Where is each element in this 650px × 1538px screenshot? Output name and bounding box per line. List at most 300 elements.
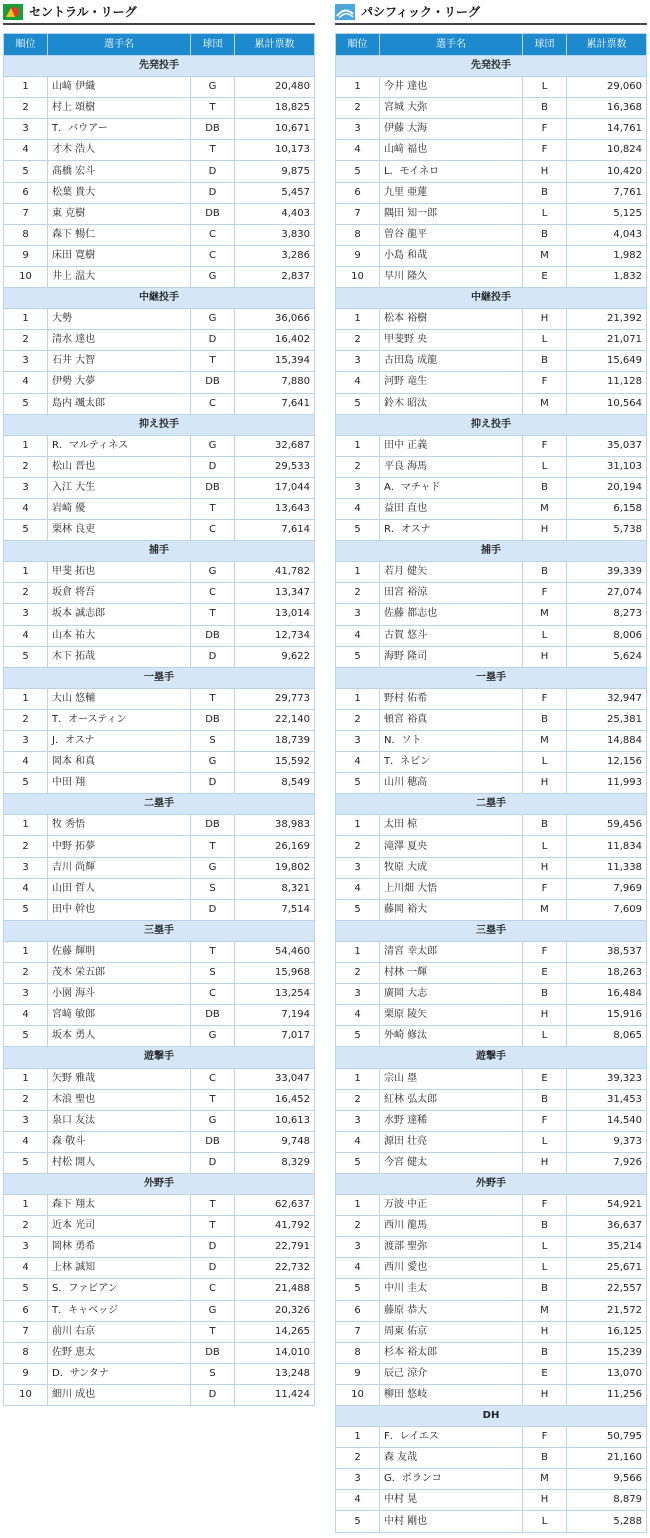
position-label: 先発投手 <box>4 56 315 77</box>
rank-cell: 3 <box>336 731 380 752</box>
table-row <box>336 878 647 899</box>
votes-cell: 19,802 <box>235 857 315 878</box>
rank-cell: 3 <box>336 604 380 625</box>
player-name-cell: F．レイエス <box>380 1427 523 1448</box>
votes-cell: 7,609 <box>567 899 647 920</box>
votes-cell: 9,373 <box>567 1131 647 1152</box>
table-row <box>4 646 315 667</box>
rank-cell: 4 <box>336 878 380 899</box>
player-name-cell: 泉口 友汰 <box>48 1110 191 1131</box>
rank-cell: 8 <box>4 1342 48 1363</box>
player-name-cell: 周東 佑京 <box>380 1321 523 1342</box>
rank-cell: 1 <box>4 435 48 456</box>
player-name-cell: 牧原 大成 <box>380 857 523 878</box>
team-cell: B <box>523 1089 567 1110</box>
rank-cell: 5 <box>336 773 380 794</box>
votes-cell: 26,169 <box>235 836 315 857</box>
table-row <box>4 941 315 962</box>
col-votes: 累計票数 <box>567 34 647 56</box>
table-row <box>336 1363 647 1384</box>
votes-cell: 11,993 <box>567 773 647 794</box>
position-label: 抑え投手 <box>4 414 315 435</box>
table-row <box>4 98 315 119</box>
player-name-cell: G．ポランコ <box>380 1469 523 1490</box>
team-cell: L <box>523 1258 567 1279</box>
table-row <box>4 625 315 646</box>
table-row <box>336 309 647 330</box>
table-row <box>4 224 315 245</box>
rank-cell: 3 <box>4 604 48 625</box>
votes-cell: 10,420 <box>567 161 647 182</box>
player-name-cell: 河野 竜生 <box>380 372 523 393</box>
position-label: 抑え投手 <box>336 414 647 435</box>
rank-cell: 2 <box>336 1448 380 1469</box>
rank-cell: 2 <box>336 963 380 984</box>
player-name-cell: 甲斐野 央 <box>380 330 523 351</box>
votes-cell: 25,381 <box>567 709 647 730</box>
player-name-cell: T．キャベッジ <box>48 1300 191 1321</box>
team-cell: B <box>523 562 567 583</box>
team-cell: D <box>191 899 235 920</box>
votes-cell: 17,044 <box>235 477 315 498</box>
position-header-row <box>4 920 315 941</box>
votes-cell: 15,649 <box>567 351 647 372</box>
votes-cell: 1,832 <box>567 266 647 287</box>
team-cell: DB <box>191 372 235 393</box>
col-team: 球団 <box>523 34 567 56</box>
rank-cell: 7 <box>336 203 380 224</box>
votes-cell: 3,830 <box>235 224 315 245</box>
position-label: 先発投手 <box>336 56 647 77</box>
votes-cell: 14,265 <box>235 1321 315 1342</box>
rank-cell: 4 <box>4 498 48 519</box>
rank-cell: 8 <box>336 224 380 245</box>
player-name-cell: 栗林 良吏 <box>48 520 191 541</box>
votes-cell: 32,687 <box>235 435 315 456</box>
team-cell: T <box>191 1089 235 1110</box>
rank-cell: 1 <box>4 1068 48 1089</box>
rank-cell: 2 <box>336 1089 380 1110</box>
votes-cell: 29,060 <box>567 77 647 98</box>
player-name-cell: J．オスナ <box>48 731 191 752</box>
votes-cell: 33,047 <box>235 1068 315 1089</box>
table-row <box>336 245 647 266</box>
votes-cell: 11,338 <box>567 857 647 878</box>
team-cell: H <box>523 773 567 794</box>
team-cell: D <box>191 1258 235 1279</box>
rank-cell: 9 <box>336 1363 380 1384</box>
votes-cell: 22,791 <box>235 1237 315 1258</box>
player-name-cell: N．ソト <box>380 731 523 752</box>
table-row <box>336 899 647 920</box>
votes-cell: 10,824 <box>567 140 647 161</box>
team-cell: L <box>523 1026 567 1047</box>
player-name-cell: 坂本 誠志郎 <box>48 604 191 625</box>
player-name-cell: 牧 秀悟 <box>48 815 191 836</box>
table-row <box>336 435 647 456</box>
team-cell: M <box>523 245 567 266</box>
team-cell: D <box>191 182 235 203</box>
player-name-cell: 平良 海馬 <box>380 456 523 477</box>
table-row <box>336 562 647 583</box>
team-cell: T <box>191 836 235 857</box>
table-row <box>4 878 315 899</box>
team-cell: G <box>191 857 235 878</box>
table-row <box>336 1490 647 1511</box>
team-cell: DB <box>191 709 235 730</box>
table-row <box>4 1279 315 1300</box>
rank-cell: 2 <box>336 1216 380 1237</box>
votes-cell: 22,732 <box>235 1258 315 1279</box>
votes-cell: 4,043 <box>567 224 647 245</box>
position-header-row <box>4 56 315 77</box>
position-label: 三塁手 <box>336 920 647 941</box>
votes-cell: 12,156 <box>567 752 647 773</box>
team-cell: T <box>191 351 235 372</box>
pacific-league-logo-icon <box>335 4 355 20</box>
rank-cell: 2 <box>4 709 48 730</box>
position-label: 捕手 <box>336 541 647 562</box>
rank-cell: 5 <box>336 1511 380 1532</box>
table-row <box>4 1300 315 1321</box>
central-league-logo-icon <box>3 4 23 20</box>
team-cell: G <box>191 309 235 330</box>
table-row <box>4 372 315 393</box>
votes-cell: 31,453 <box>567 1089 647 1110</box>
table-row <box>336 1469 647 1490</box>
team-cell: F <box>523 140 567 161</box>
rank-cell: 5 <box>336 161 380 182</box>
rank-cell: 1 <box>336 941 380 962</box>
player-name-cell: 清水 達也 <box>48 330 191 351</box>
table-row <box>4 140 315 161</box>
votes-cell: 20,480 <box>235 77 315 98</box>
table-row <box>336 140 647 161</box>
team-cell: DB <box>191 1131 235 1152</box>
votes-cell: 5,125 <box>567 203 647 224</box>
table-row <box>336 1152 647 1173</box>
rank-cell: 4 <box>336 1258 380 1279</box>
player-name-cell: 外崎 修汰 <box>380 1026 523 1047</box>
player-name-cell: 松本 裕樹 <box>380 309 523 330</box>
table-row <box>336 583 647 604</box>
player-name-cell: 田中 幹也 <box>48 899 191 920</box>
rank-cell: 6 <box>336 1300 380 1321</box>
player-name-cell: 柳田 悠岐 <box>380 1384 523 1405</box>
votes-cell: 21,071 <box>567 330 647 351</box>
rank-cell: 4 <box>4 752 48 773</box>
player-name-cell: 宮﨑 敏郎 <box>48 1005 191 1026</box>
votes-cell: 20,326 <box>235 1300 315 1321</box>
team-cell: S <box>191 963 235 984</box>
team-cell: DB <box>191 119 235 140</box>
position-label: 三塁手 <box>4 920 315 941</box>
rank-cell: 5 <box>4 1026 48 1047</box>
votes-cell: 10,671 <box>235 119 315 140</box>
position-label: 遊撃手 <box>4 1047 315 1068</box>
player-name-cell: 山川 穂高 <box>380 773 523 794</box>
table-row <box>4 119 315 140</box>
table-row <box>336 372 647 393</box>
league-title: セントラル・リーグ <box>29 5 137 19</box>
player-name-cell: 早川 隆久 <box>380 266 523 287</box>
player-name-cell: 山﨑 伊織 <box>48 77 191 98</box>
team-cell: D <box>191 456 235 477</box>
table-row <box>4 77 315 98</box>
rank-cell: 1 <box>336 1195 380 1216</box>
table-row <box>336 646 647 667</box>
rank-cell: 4 <box>336 1490 380 1511</box>
table-row <box>336 119 647 140</box>
team-cell: E <box>523 266 567 287</box>
col-player: 選手名 <box>380 34 523 56</box>
votes-cell: 5,738 <box>567 520 647 541</box>
col-rank: 順位 <box>336 34 380 56</box>
pacific-votes-table <box>335 33 647 1533</box>
player-name-cell: 佐藤 都志也 <box>380 604 523 625</box>
position-header-row <box>4 667 315 688</box>
team-cell: F <box>523 878 567 899</box>
votes-cell: 13,643 <box>235 498 315 519</box>
position-label: 二塁手 <box>336 794 647 815</box>
player-name-cell: 古田島 成龍 <box>380 351 523 372</box>
team-cell: D <box>191 1152 235 1173</box>
rank-cell: 5 <box>336 1152 380 1173</box>
votes-cell: 11,128 <box>567 372 647 393</box>
votes-cell: 15,968 <box>235 963 315 984</box>
votes-cell: 35,037 <box>567 435 647 456</box>
votes-cell: 3,286 <box>235 245 315 266</box>
votes-cell: 10,173 <box>235 140 315 161</box>
col-votes: 累計票数 <box>235 34 315 56</box>
table-row <box>336 688 647 709</box>
player-name-cell: 古賀 悠斗 <box>380 625 523 646</box>
table-row <box>336 1279 647 1300</box>
votes-cell: 16,402 <box>235 330 315 351</box>
player-name-cell: 太田 椋 <box>380 815 523 836</box>
player-name-cell: 伊勢 大夢 <box>48 372 191 393</box>
table-body <box>4 56 315 1406</box>
votes-cell: 39,323 <box>567 1068 647 1089</box>
player-name-cell: 水野 達稀 <box>380 1110 523 1131</box>
votes-cell: 14,884 <box>567 731 647 752</box>
rank-cell: 9 <box>4 245 48 266</box>
table-row <box>336 224 647 245</box>
table-row <box>336 1300 647 1321</box>
position-header-row <box>336 920 647 941</box>
rank-cell: 2 <box>4 330 48 351</box>
table-row <box>336 77 647 98</box>
rank-cell: 6 <box>4 182 48 203</box>
rank-cell: 3 <box>4 731 48 752</box>
rank-cell: 1 <box>336 688 380 709</box>
table-row <box>4 393 315 414</box>
table-row <box>4 1321 315 1342</box>
player-name-cell: 佐藤 輝明 <box>48 941 191 962</box>
votes-cell: 8,006 <box>567 625 647 646</box>
team-cell: L <box>523 1131 567 1152</box>
votes-cell: 41,792 <box>235 1216 315 1237</box>
votes-cell: 2,837 <box>235 266 315 287</box>
table-row <box>4 1258 315 1279</box>
rank-cell: 3 <box>336 1237 380 1258</box>
table-row <box>4 1131 315 1152</box>
team-cell: D <box>191 330 235 351</box>
player-name-cell: 山﨑 福也 <box>380 140 523 161</box>
table-row <box>336 498 647 519</box>
team-cell: C <box>191 583 235 604</box>
table-row <box>336 857 647 878</box>
team-cell: C <box>191 1279 235 1300</box>
table-row <box>336 1237 647 1258</box>
team-cell: H <box>523 857 567 878</box>
player-name-cell: R．マルティネス <box>48 435 191 456</box>
votes-cell: 8,273 <box>567 604 647 625</box>
player-name-cell: 辰己 涼介 <box>380 1363 523 1384</box>
position-header-row <box>336 667 647 688</box>
rank-cell: 5 <box>4 1152 48 1173</box>
rank-cell: 3 <box>336 857 380 878</box>
table-row <box>336 1258 647 1279</box>
position-header-row <box>336 1047 647 1068</box>
table-row <box>336 1448 647 1469</box>
team-cell: G <box>191 1026 235 1047</box>
votes-cell: 32,947 <box>567 688 647 709</box>
team-cell: DB <box>191 203 235 224</box>
table-row <box>4 984 315 1005</box>
position-header-row <box>336 56 647 77</box>
player-name-cell: 藤岡 裕大 <box>380 899 523 920</box>
player-name-cell: 森 友哉 <box>380 1448 523 1469</box>
player-name-cell: 海野 隆司 <box>380 646 523 667</box>
rank-cell: 2 <box>4 836 48 857</box>
team-cell: B <box>523 182 567 203</box>
player-name-cell: 床田 寛樹 <box>48 245 191 266</box>
player-name-cell: 滝澤 夏央 <box>380 836 523 857</box>
team-cell: F <box>523 372 567 393</box>
table-row <box>336 1321 647 1342</box>
team-cell: F <box>523 1110 567 1131</box>
votes-cell: 14,540 <box>567 1110 647 1131</box>
rank-cell: 2 <box>336 836 380 857</box>
votes-cell: 11,256 <box>567 1384 647 1405</box>
table-row <box>4 604 315 625</box>
table-row <box>336 1216 647 1237</box>
player-name-cell: 石井 大智 <box>48 351 191 372</box>
table-row <box>336 752 647 773</box>
votes-cell: 15,394 <box>235 351 315 372</box>
table-row <box>336 984 647 1005</box>
position-header-row <box>4 1173 315 1194</box>
team-cell: D <box>191 773 235 794</box>
rank-cell: 1 <box>336 1068 380 1089</box>
votes-cell: 36,066 <box>235 309 315 330</box>
table-row <box>336 477 647 498</box>
rank-cell: 3 <box>336 119 380 140</box>
team-cell: T <box>191 498 235 519</box>
votes-cell: 16,484 <box>567 984 647 1005</box>
team-cell: G <box>191 435 235 456</box>
votes-cell: 36,637 <box>567 1216 647 1237</box>
rank-cell: 4 <box>4 140 48 161</box>
position-header-row <box>4 541 315 562</box>
table-row <box>336 1026 647 1047</box>
table-row <box>4 562 315 583</box>
central-votes-table <box>3 33 315 1406</box>
team-cell: B <box>523 1216 567 1237</box>
table-row <box>336 161 647 182</box>
player-name-cell: 甲斐 拓也 <box>48 562 191 583</box>
position-label: 中継投手 <box>336 288 647 309</box>
table-row <box>336 604 647 625</box>
player-name-cell: 髙橋 宏斗 <box>48 161 191 182</box>
votes-cell: 41,782 <box>235 562 315 583</box>
votes-cell: 13,248 <box>235 1363 315 1384</box>
rank-cell: 3 <box>336 1110 380 1131</box>
team-cell: B <box>523 984 567 1005</box>
table-row <box>4 1089 315 1110</box>
player-name-cell: 坂倉 将吾 <box>48 583 191 604</box>
votes-cell: 38,537 <box>567 941 647 962</box>
votes-cell: 35,214 <box>567 1237 647 1258</box>
player-name-cell: 紅林 弘太郎 <box>380 1089 523 1110</box>
position-header-row <box>336 794 647 815</box>
team-cell: H <box>523 1321 567 1342</box>
position-label: 捕手 <box>4 541 315 562</box>
rank-cell: 3 <box>4 1110 48 1131</box>
votes-cell: 6,158 <box>567 498 647 519</box>
table-row <box>336 266 647 287</box>
team-cell: T <box>191 1216 235 1237</box>
player-name-cell: T．オースティン <box>48 709 191 730</box>
player-name-cell: 大山 悠輔 <box>48 688 191 709</box>
votes-cell: 31,103 <box>567 456 647 477</box>
team-cell: H <box>523 1384 567 1405</box>
rank-cell: 10 <box>4 1384 48 1405</box>
rank-cell: 2 <box>4 583 48 604</box>
votes-cell: 8,879 <box>567 1490 647 1511</box>
team-cell: DB <box>191 625 235 646</box>
team-cell: L <box>523 330 567 351</box>
team-cell: B <box>523 224 567 245</box>
player-name-cell: 若月 健矢 <box>380 562 523 583</box>
table-row <box>336 456 647 477</box>
position-header-row <box>336 414 647 435</box>
rank-cell: 3 <box>336 477 380 498</box>
team-cell: G <box>191 1300 235 1321</box>
team-cell: C <box>191 1068 235 1089</box>
player-name-cell: 源田 壮亮 <box>380 1131 523 1152</box>
votes-cell: 39,339 <box>567 562 647 583</box>
player-name-cell: 佐野 恵太 <box>48 1342 191 1363</box>
table-row <box>336 393 647 414</box>
votes-cell: 8,321 <box>235 878 315 899</box>
votes-cell: 7,614 <box>235 520 315 541</box>
rank-cell: 5 <box>4 899 48 920</box>
rank-cell: 1 <box>336 435 380 456</box>
team-cell: M <box>523 498 567 519</box>
team-cell: H <box>523 309 567 330</box>
rank-cell: 1 <box>4 815 48 836</box>
table-row <box>336 1511 647 1532</box>
table-row <box>4 1005 315 1026</box>
table-row <box>336 1005 647 1026</box>
player-name-cell: 才木 浩人 <box>48 140 191 161</box>
team-cell: L <box>523 456 567 477</box>
team-cell: S <box>191 1363 235 1384</box>
votes-cell: 5,457 <box>235 182 315 203</box>
rank-cell: 3 <box>336 351 380 372</box>
